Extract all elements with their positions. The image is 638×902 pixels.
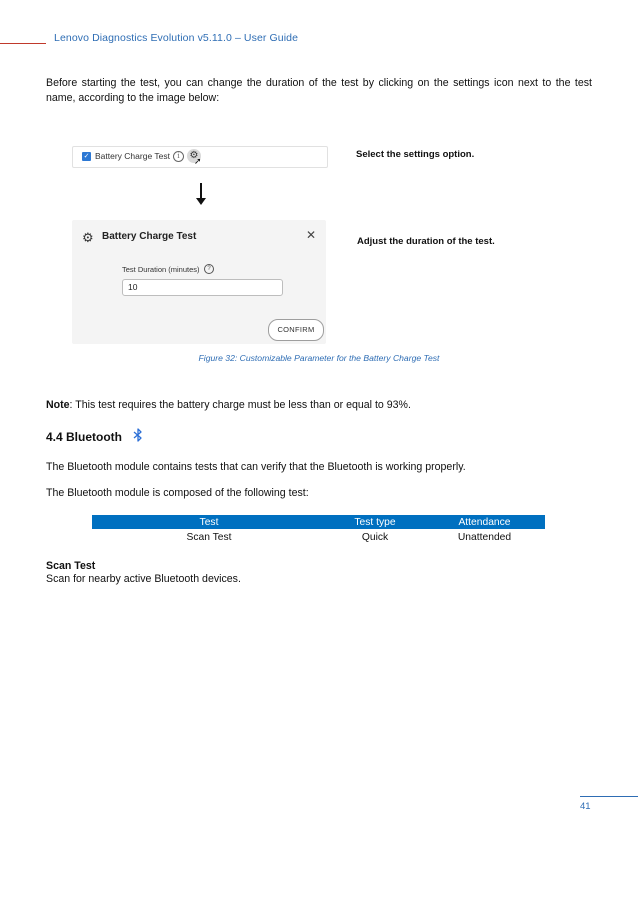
scan-test-title: Scan Test: [46, 560, 96, 572]
test-row: [72, 146, 328, 168]
duration-input[interactable]: 10: [122, 279, 283, 296]
gear-icon: ⚙: [82, 230, 94, 245]
table-cell: Quick: [361, 531, 389, 543]
panel-title: Battery Charge Test: [102, 231, 197, 242]
duration-label: Test Duration (minutes): [122, 265, 200, 274]
checkbox-icon[interactable]: ✓: [83, 153, 90, 160]
header-title: Lenovo Diagnostics Evolution v5.11.0 – User Guide: [54, 32, 299, 44]
info-icon[interactable]: i: [173, 151, 184, 162]
close-icon[interactable]: ✕: [305, 228, 316, 242]
tests-table: [92, 515, 545, 545]
scan-test-description: Scan for nearby active Bluetooth devices.: [46, 573, 241, 585]
page-number: 41: [580, 801, 591, 812]
note-label: Note: [46, 399, 70, 411]
section-heading: 4.4 Bluetooth: [46, 430, 123, 444]
header-rule: [0, 43, 46, 44]
footer-rule: [580, 796, 638, 797]
confirm-button[interactable]: CONFIRM: [268, 319, 324, 341]
help-icon[interactable]: ?: [204, 264, 214, 274]
note-text: : This test requires the battery charge must be less than or equal to 93%.: [69, 399, 411, 411]
gear-icon[interactable]: ⚙: [187, 149, 201, 163]
callout-select-settings: Select the settings option.: [356, 149, 475, 160]
table-header-row: [92, 515, 545, 529]
table-row: [92, 529, 545, 545]
intro-paragraph: Before starting the test, you can change the duration of the test by clicking on the settings icon next to the test name, according to the image below:: [46, 77, 592, 104]
column-header-test-type: Test type: [326, 515, 424, 529]
table-cell: Scan Test: [186, 531, 232, 543]
settings-panel: [72, 220, 326, 344]
bluetooth-icon: [133, 428, 143, 442]
body-paragraph-1: The Bluetooth module contains tests that can verify that the Bluetooth is working properly.: [46, 461, 466, 473]
cursor-icon: ➚: [194, 156, 202, 166]
figure-caption: Figure 32: Customizable Parameter for the Battery Charge Test: [198, 353, 440, 363]
column-header-test: Test: [92, 515, 326, 529]
table-cell: Unattended: [457, 531, 512, 543]
arrow-down-icon: [196, 183, 206, 205]
note-paragraph: [46, 398, 592, 413]
column-header-attendance: Attendance: [424, 515, 545, 529]
callout-adjust-duration: Adjust the duration of the test.: [357, 236, 495, 247]
body-paragraph-2: The Bluetooth module is composed of the following test:: [46, 487, 309, 499]
test-row-label: Battery Charge Test: [95, 151, 170, 161]
